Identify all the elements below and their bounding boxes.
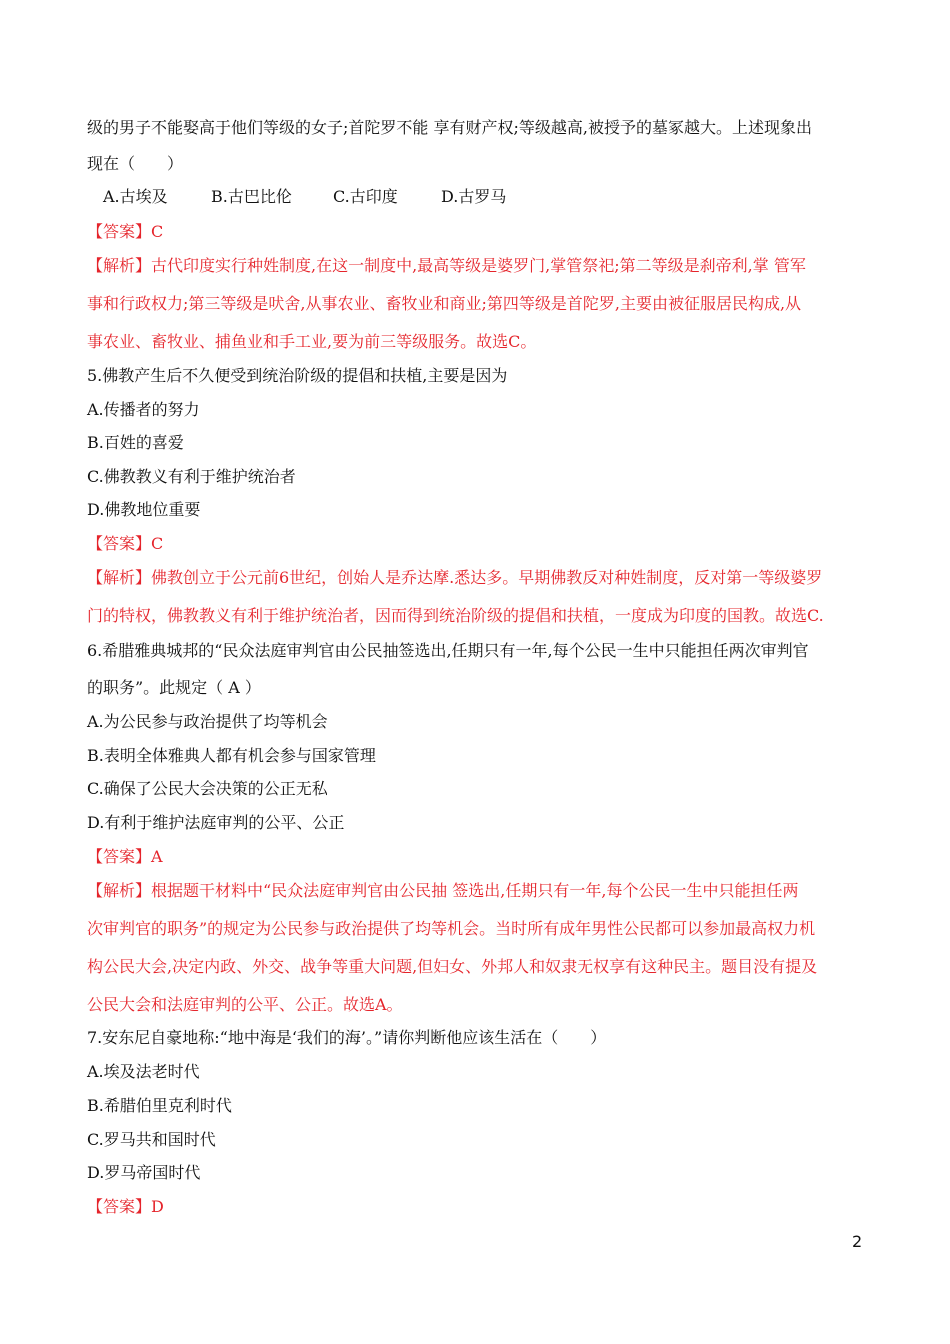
q4-analysis-line2: 事和行政权力;第三等级是吠舍,从事农业、畜牧业和商业;第四等级是首陀罗,主要由被征服居民构成,从 bbox=[87, 294, 802, 313]
q6-analysis-line2: 次审判官的职务”的规定为公民参与政治提供了均等机会。当时所有成年男性公民都可以参加最高权力机 bbox=[87, 919, 816, 938]
q7-option-d: D.罗马帝国时代 bbox=[87, 1163, 201, 1182]
q5-option-c: C.佛教教义有利于维护统治者 bbox=[87, 467, 296, 486]
q4-option-a: A.古埃及 bbox=[103, 187, 168, 206]
q7-option-c: C.罗马共和国时代 bbox=[87, 1130, 216, 1149]
q6-analysis-line3: 构公民大会,决定内政、外交、战争等重大问题,但妇女、外邦人和奴隶无权享有这种民主。题目没有提及 bbox=[87, 957, 818, 976]
q6-analysis-line1: 【解析】根据题干材料中“民众法庭审判官由公民抽 签选出,任期只有一年,每个公民一生中只能担任两 bbox=[87, 881, 799, 900]
q6-option-a: A.为公民参与政治提供了均等机会 bbox=[87, 712, 328, 731]
q4-option-d: D.古罗马 bbox=[441, 187, 507, 206]
q6-answer: 【答案】A bbox=[87, 847, 163, 866]
q4-option-c: C.古印度 bbox=[333, 187, 398, 206]
q6-stem-line2: 的职务”。此规定（ A ） bbox=[87, 678, 261, 697]
q5-analysis-line1: 【解析】佛教创立于公元前6世纪，创始人是乔达摩.悉达多。早期佛教反对种姓制度，反对第一等级婆罗 bbox=[87, 568, 823, 587]
q5-option-d: D.佛教地位重要 bbox=[87, 500, 201, 519]
q4-options bbox=[103, 187, 506, 207]
q5-stem: 5.佛教产生后不久便受到统治阶级的提倡和扶植,主要是因为 bbox=[87, 366, 508, 385]
q6-analysis-line4: 公民大会和法庭审判的公平、公正。故选A。 bbox=[87, 995, 403, 1014]
q4-stem-line1: 级的男子不能娶高于他们等级的女子;首陀罗不能 享有财产权;等级越高,被授予的墓冢越大。上述现象出 bbox=[87, 118, 812, 137]
q4-option-b: B.古巴比伦 bbox=[211, 187, 292, 206]
q7-option-b: B.希腊伯里克利时代 bbox=[87, 1096, 232, 1115]
q5-option-a: A.传播者的努力 bbox=[87, 400, 200, 419]
q5-answer: 【答案】C bbox=[87, 534, 164, 553]
q4-analysis-line3: 事农业、畜牧业、捕鱼业和手工业,要为前三等级服务。故选C。 bbox=[87, 332, 537, 351]
q5-option-b: B.百姓的喜爱 bbox=[87, 433, 184, 452]
q6-option-c: C.确保了公民大会决策的公正无私 bbox=[87, 779, 328, 798]
q7-answer: 【答案】D bbox=[87, 1197, 164, 1216]
q6-option-b: B.表明全体雅典人都有机会参与国家管理 bbox=[87, 746, 376, 765]
q6-option-d: D.有利于维护法庭审判的公平、公正 bbox=[87, 813, 345, 832]
q4-answer: 【答案】C bbox=[87, 222, 164, 241]
q7-option-a: A.埃及法老时代 bbox=[87, 1062, 200, 1081]
q7-stem: 7.安东尼自豪地称:“地中海是‘我们的海’。”请你判断他应该生活在（ ） bbox=[87, 1028, 607, 1047]
q4-stem-line2: 现在（ ） bbox=[87, 154, 184, 173]
page-number: 2 bbox=[852, 1232, 863, 1251]
q6-stem-line1: 6.希腊雅典城邦的“民众法庭审判官由公民抽签选出,任期只有一年,每个公民一生中只能担任两次审判官 bbox=[87, 641, 809, 660]
q4-analysis-line1: 【解析】古代印度实行种姓制度,在这一制度中,最高等级是婆罗门,掌管祭祀;第二等级是刹帝利,掌 管军 bbox=[87, 256, 806, 275]
q5-analysis-line2: 门的特权，佛教教义有利于维护统治者，因而得到统治阶级的提倡和扶植，一度成为印度的国教。故选C. bbox=[87, 606, 824, 625]
